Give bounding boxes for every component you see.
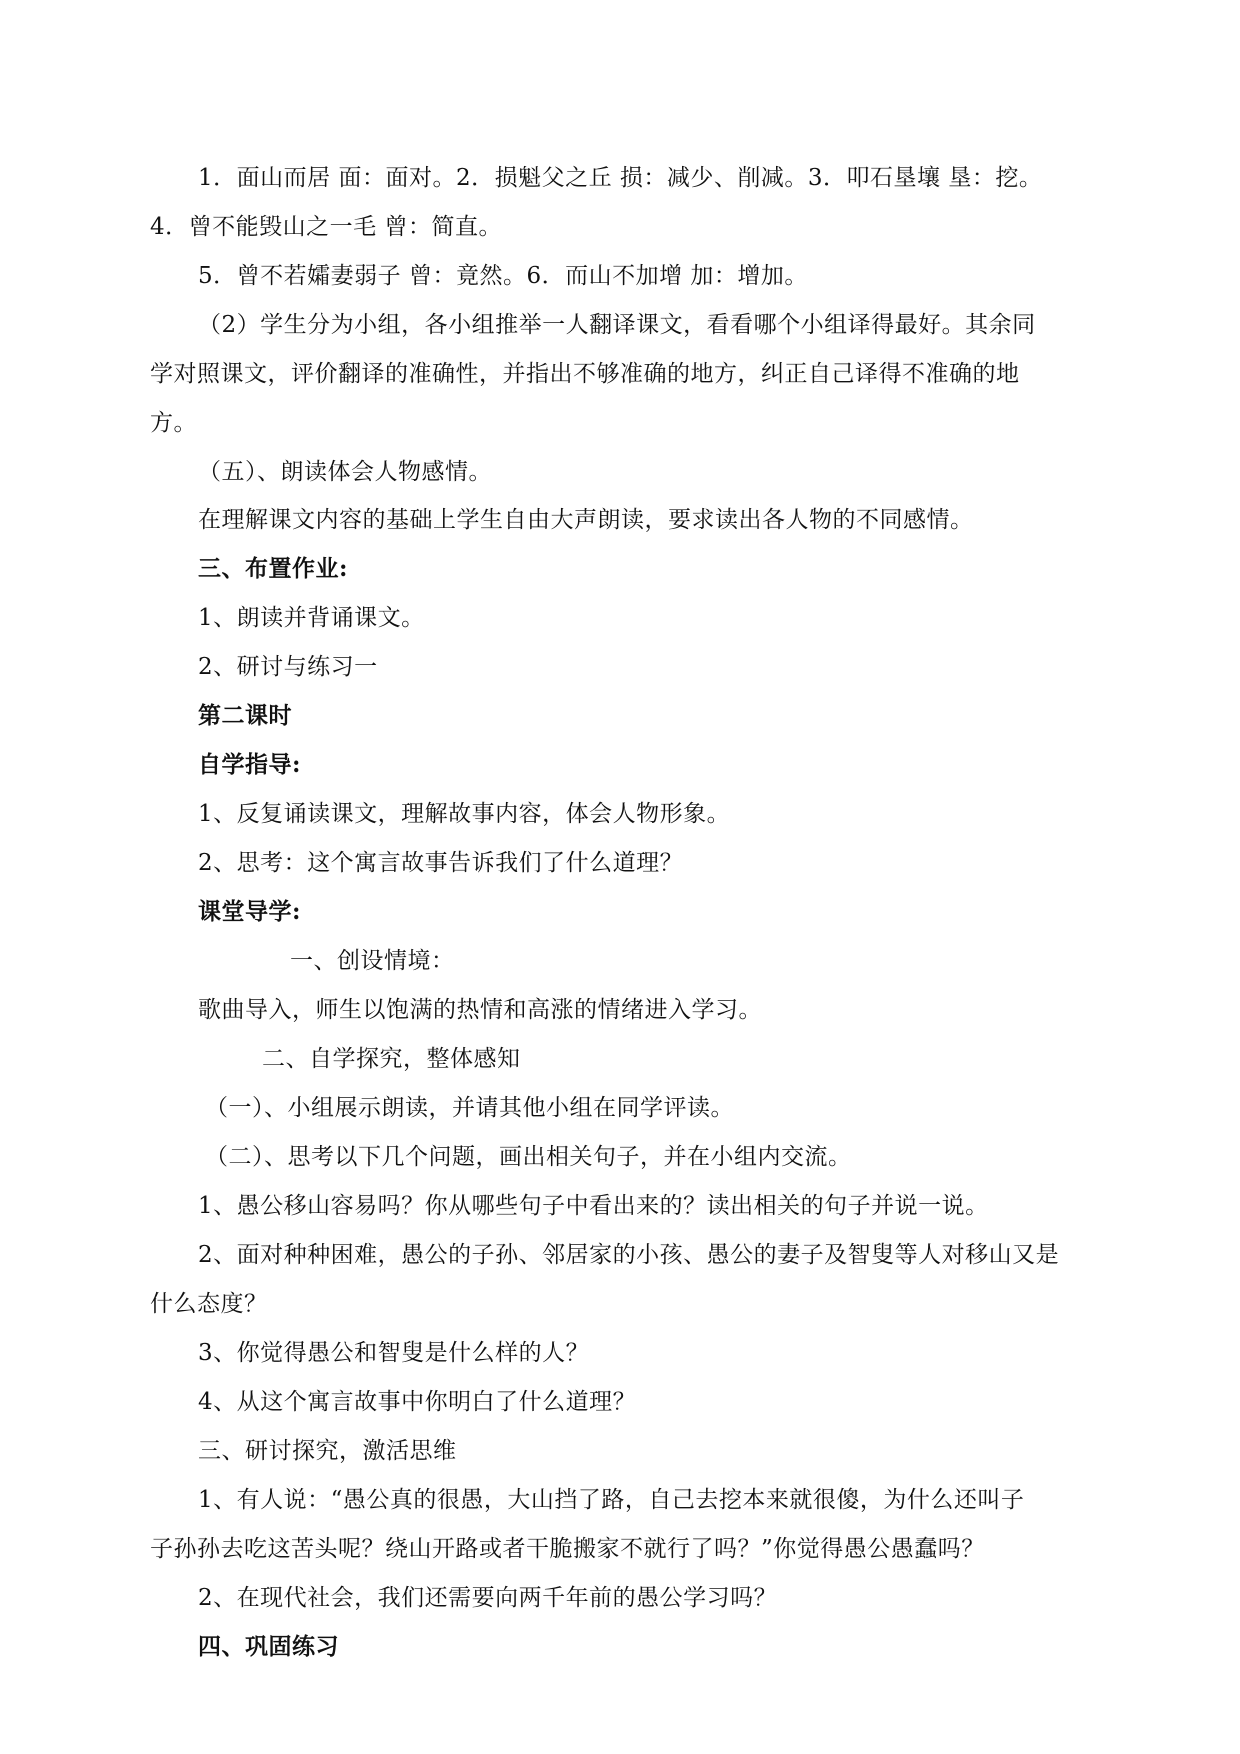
line-translate-3: 方。 xyxy=(150,410,197,436)
line-question-1: 1、愚公移山容易吗？你从哪些句子中看出来的？读出相关的句子并说一说。 xyxy=(198,1193,989,1219)
line-song-intro: 歌曲导入，师生以饱满的热情和高涨的情绪进入学习。 xyxy=(198,997,762,1023)
line-explore: 二、自学探究，整体感知 xyxy=(262,1046,521,1072)
line-homework-2: 2、研讨与练习一 xyxy=(198,654,378,680)
line-section-5: （五）、朗读体会人物感情。 xyxy=(198,459,492,485)
line-question-2a: 2、面对种种困难，愚公的子孙、邻居家的小孩、愚公的妻子及智叟等人对移山又是 xyxy=(198,1242,1060,1268)
line-scenario: 一、创设情境： xyxy=(290,948,455,974)
heading-second-lesson: 第二课时 xyxy=(198,702,292,729)
line-discuss-1b: 子孙孙去吃这苦头呢？绕山开路或者干脆搬家不就行了吗？”你觉得愚公愚蠢吗？ xyxy=(150,1536,985,1562)
line-think: （二）、思考以下几个问题，画出相关句子，并在小组内交流。 xyxy=(205,1144,852,1170)
line-translate-2: 学对照课文，评价翻译的准确性，并指出不够准确的地方，纠正自己译得不准确的地 xyxy=(150,361,1020,387)
line-self-study-2: 2、思考：这个寓言故事告诉我们了什么道理？ xyxy=(198,850,684,876)
line-question-3: 3、你觉得愚公和智叟是什么样的人？ xyxy=(198,1340,590,1366)
line-group-read: （一）、小组展示朗读，并请其他小组在同学评读。 xyxy=(205,1095,734,1121)
line-discuss-2: 2、在现代社会，我们还需要向两千年前的愚公学习吗？ xyxy=(198,1585,778,1611)
line-translate-1: （2）学生分为小组，各小组推举一人翻译课文，看看哪个小组译得最好。其余同 xyxy=(198,312,1036,338)
line-reading: 在理解课文内容的基础上学生自由大声朗读，要求读出各人物的不同感情。 xyxy=(198,507,974,533)
line-discuss: 三、研讨探究，激活思维 xyxy=(198,1438,457,1464)
line-question-2b: 什么态度？ xyxy=(150,1291,268,1317)
line-homework-1: 1、朗读并背诵课文。 xyxy=(198,605,425,631)
line-question-4: 4、从这个寓言故事中你明白了什么道理？ xyxy=(198,1389,637,1415)
heading-self-study: 自学指导: xyxy=(198,751,301,778)
line-vocab-1: 1．面山而居 面：面对。2．损魁父之丘 损：减少、削减。3．叩石垦壤 垦：挖。 xyxy=(198,165,1043,191)
heading-practice: 四、巩固练习 xyxy=(198,1633,339,1660)
line-self-study-1: 1、反复诵读课文，理解故事内容，体会人物形象。 xyxy=(198,801,731,827)
heading-classroom: 课堂导学: xyxy=(198,898,301,925)
line-vocab-3: 5．曾不若孀妻弱子 曾：竟然。6．而山不加增 加：增加。 xyxy=(198,263,808,289)
heading-homework: 三、布置作业: xyxy=(198,555,348,582)
line-discuss-1a: 1、有人说：“愚公真的很愚，大山挡了路，自己去挖本来就很傻，为什么还叫子 xyxy=(198,1487,1025,1513)
line-vocab-2: 4．曾不能毁山之一毛 曾：简直。 xyxy=(150,214,502,240)
